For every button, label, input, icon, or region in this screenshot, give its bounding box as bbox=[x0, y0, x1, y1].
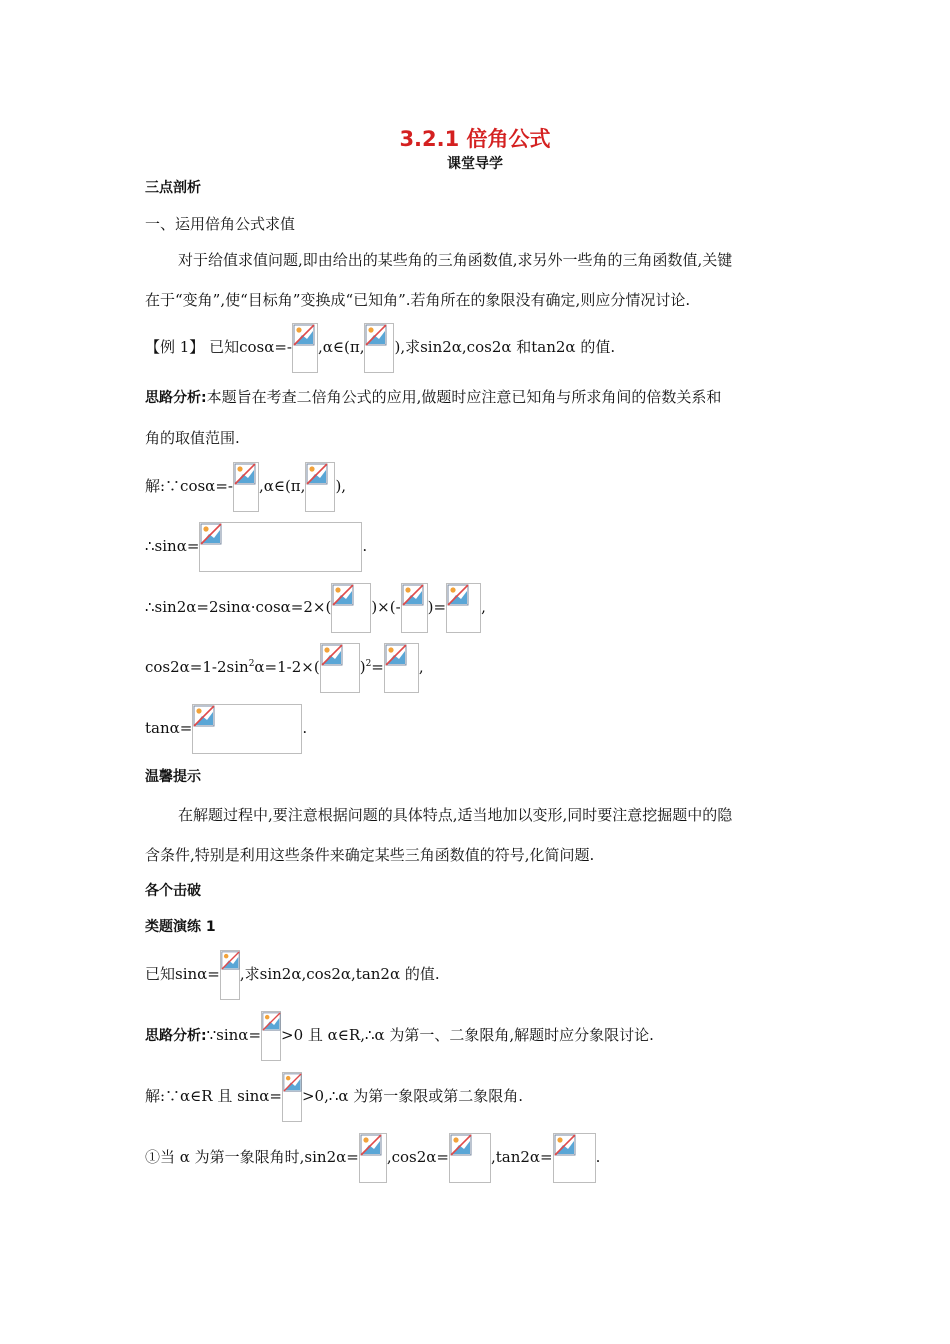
text-run: ), bbox=[335, 477, 347, 495]
section-heading-practice: 各个击破 bbox=[145, 883, 201, 899]
text-run: 解:∵cosα=- bbox=[145, 477, 233, 495]
solution-line bbox=[145, 1072, 523, 1122]
formula-image bbox=[261, 1011, 281, 1061]
text-run: ,tan2α= bbox=[490, 1148, 553, 1166]
broken-image-icon bbox=[221, 951, 240, 970]
analysis-label: 思路分析: bbox=[145, 390, 207, 406]
text-run: ) bbox=[359, 658, 366, 676]
example-label: 【例 1】 bbox=[145, 338, 205, 356]
text-run: α=1-2×( bbox=[254, 658, 320, 676]
text-run: )= bbox=[427, 598, 447, 616]
page-subtitle: 课堂导学 bbox=[447, 156, 503, 172]
formula-image bbox=[384, 643, 419, 693]
text-run: ,cos2α= bbox=[386, 1148, 449, 1166]
solution-line bbox=[145, 1133, 600, 1183]
superscript: 2 bbox=[365, 659, 372, 669]
text-run: = bbox=[371, 658, 384, 676]
text-run: ,α∈(π, bbox=[317, 338, 365, 356]
drill-heading: 类题演练 1 bbox=[145, 919, 216, 935]
analysis-line bbox=[145, 387, 721, 408]
superscript: 2 bbox=[248, 659, 255, 669]
text-run: 已知sinα= bbox=[145, 965, 220, 983]
text-run: ①当 α 为第一象限角时,sin2α= bbox=[145, 1148, 359, 1166]
text-run: . bbox=[302, 719, 308, 737]
solution-line bbox=[145, 462, 346, 512]
formula-image bbox=[331, 583, 371, 633]
solution-line bbox=[145, 704, 307, 754]
text-run: 解:∵α∈R 且 sinα= bbox=[145, 1087, 282, 1105]
broken-image-icon bbox=[262, 1012, 281, 1031]
solution-line bbox=[145, 522, 367, 572]
formula-image bbox=[192, 704, 302, 754]
section-heading-analysis: 三点剖析 bbox=[145, 180, 201, 196]
drill-line bbox=[145, 950, 440, 1000]
broken-image-icon bbox=[332, 584, 354, 606]
broken-image-icon bbox=[554, 1134, 576, 1156]
text-run: ∵sinα= bbox=[206, 1026, 262, 1044]
text-run: >0 且 α∈R,∴α 为第一、二象限角,解题时应分象限讨论. bbox=[281, 1026, 654, 1044]
text-run: . bbox=[595, 1148, 601, 1166]
text-run: ,求sin2α,cos2α,tan2α 的值. bbox=[239, 965, 440, 983]
analysis-label: 思路分析: bbox=[145, 1028, 207, 1044]
paragraph-line: 对于给值求值问题,即由给出的某些角的三角函数值,求另外一些角的三角函数值,关键 bbox=[178, 251, 733, 269]
broken-image-icon bbox=[365, 324, 387, 346]
formula-image bbox=[282, 1072, 302, 1122]
broken-image-icon bbox=[385, 644, 407, 666]
paragraph-line: 在于“变角”,使“目标角”变换成“已知角”.若角所在的象限没有确定,则应分情况讨论. bbox=[145, 291, 691, 309]
formula-image bbox=[305, 462, 335, 512]
formula-image bbox=[292, 323, 318, 373]
topic-heading: 一、运用倍角公式求值 bbox=[145, 215, 296, 233]
formula-image bbox=[220, 950, 240, 1000]
formula-image bbox=[199, 522, 362, 572]
formula-image bbox=[446, 583, 481, 633]
page-title: 3.2.1 倍角公式 bbox=[399, 127, 551, 151]
solution-line bbox=[145, 643, 424, 693]
formula-image bbox=[401, 583, 428, 633]
text-run: >0,∴α 为第一象限或第二象限角. bbox=[301, 1087, 524, 1105]
broken-image-icon bbox=[447, 584, 469, 606]
tip-heading: 温馨提示 bbox=[145, 769, 201, 785]
broken-image-icon bbox=[402, 584, 424, 606]
analysis-line bbox=[145, 1011, 654, 1061]
formula-image bbox=[359, 1133, 387, 1183]
example-line bbox=[145, 323, 615, 373]
broken-image-icon bbox=[193, 705, 215, 727]
broken-image-icon bbox=[306, 463, 328, 485]
text-run: tanα= bbox=[145, 719, 193, 737]
paragraph-line: 含条件,特别是利用这些条件来确定某些三角函数值的符号,化简问题. bbox=[145, 846, 595, 864]
formula-image bbox=[553, 1133, 596, 1183]
formula-image bbox=[320, 643, 360, 693]
text-run: )×(- bbox=[371, 598, 401, 616]
text-run: . bbox=[362, 537, 368, 555]
formula-image bbox=[233, 462, 259, 512]
formula-image bbox=[449, 1133, 491, 1183]
formula-image bbox=[364, 323, 394, 373]
solution-line bbox=[145, 583, 486, 633]
broken-image-icon bbox=[360, 1134, 382, 1156]
text-run: , bbox=[418, 658, 424, 676]
analysis-line: 角的取值范围. bbox=[145, 429, 240, 447]
text-run: ),求sin2α,cos2α 和tan2α 的值. bbox=[394, 338, 616, 356]
text-run: cos2α=1-2sin bbox=[145, 658, 249, 676]
broken-image-icon bbox=[321, 644, 343, 666]
paragraph-line: 在解题过程中,要注意根据问题的具体特点,适当地加以变形,同时要注意挖掘题中的隐 bbox=[178, 806, 733, 824]
broken-image-icon bbox=[234, 463, 256, 485]
broken-image-icon bbox=[200, 523, 222, 545]
text-run: , bbox=[481, 598, 486, 616]
text-run: ∴sin2α=2sinα·cosα=2×( bbox=[145, 598, 332, 616]
text-run: ∴sinα= bbox=[145, 537, 200, 555]
broken-image-icon bbox=[450, 1134, 472, 1156]
text-run: 已知cosα=- bbox=[204, 338, 292, 356]
text-run: ,α∈(π, bbox=[258, 477, 306, 495]
text-run: 本题旨在考查二倍角公式的应用,做题时应注意已知角与所求角间的倍数关系和 bbox=[206, 388, 722, 406]
broken-image-icon bbox=[283, 1073, 302, 1092]
broken-image-icon bbox=[293, 324, 315, 346]
